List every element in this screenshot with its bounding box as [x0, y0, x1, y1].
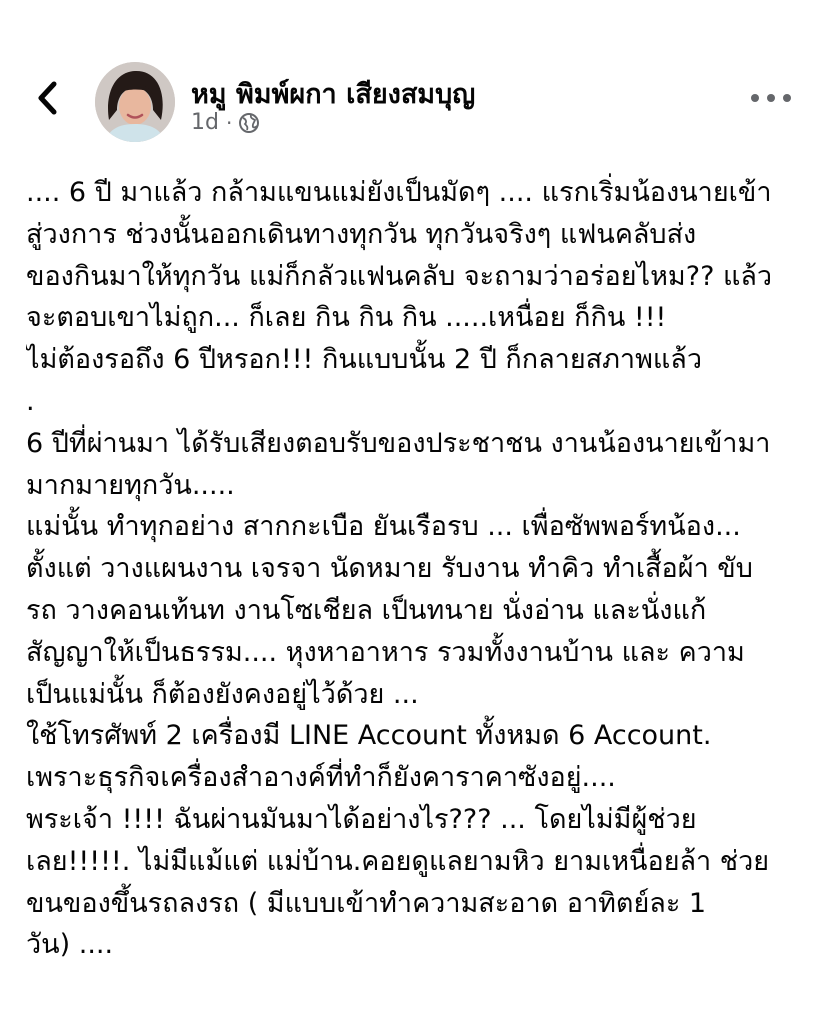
post-text-line: . — [26, 385, 35, 417]
more-options-icon — [751, 94, 759, 102]
post-text-line: ไม่ต้องรอถึง 6 ปีหรอก!!! กินแบบนั้น 2 ปี ก็กลายสภาพแล้ว — [26, 344, 702, 376]
author-name[interactable]: หมู พิมพ์ผกา เสียงสมบุญ — [191, 79, 476, 110]
post-text-line: จะตอบเขาไม่ถูก... ก็เลย กิน กิน กิน .....เหนื่อย ก็กิน !!! — [26, 302, 667, 334]
post-text-line: ขนของขึ้นรถลงรถ ( มีแบบเข้าทำความสะอาด อาทิตย์ละ 1 — [26, 887, 707, 919]
post-text-line: รถ วางคอนเท้นท งานโซเชียล เป็นทนาย นั่งอ่าน และนั่งแก้ — [26, 594, 707, 626]
post-text-line: แม่นั้น ทำทุกอย่าง สากกะเบือ ยันเรือรบ ... เพื่อซัพพอร์ทน้อง... — [26, 511, 741, 543]
post-body — [26, 172, 796, 962]
post-header — [0, 58, 819, 148]
post-timestamp[interactable]: 1d — [191, 110, 219, 135]
post-text-line: เป็นแม่นั้น ก็ต้องยังคงอยู่ไว้ด้วย ... — [26, 678, 419, 710]
post-text-line: .... 6 ปี มาแล้ว กล้ามแขนแม่ยังเป็นมัดๆ .... แรกเริ่มน้องนายเข้า — [26, 177, 772, 208]
globe-icon[interactable] — [238, 112, 260, 134]
post-text-line: สัญญาให้เป็นธรรม.... หุงหาอาหาร รวมทั้งงานบ้าน และ ความ — [26, 636, 745, 668]
meta-separator: · — [225, 110, 233, 135]
post-meta — [191, 110, 260, 135]
chevron-left-icon — [37, 81, 59, 115]
profile-photo — [95, 62, 175, 142]
post-text-line: สู่วงการ ช่วงนั้นออกเดินทางทุกวัน ทุกวันจริงๆ แฟนคลับส่ง — [26, 218, 697, 250]
post-text-line: ตั้งแต่ วางแผนงาน เจรจา นัดหมาย รับงาน ทำคิว ทำเสื้อผ้า ขับ — [26, 553, 753, 585]
post-text-line: 6 ปีที่ผ่านมา ได้รับเสียงตอบรับของประชาชน งานน้องนายเข้ามา — [26, 427, 771, 459]
post-text-line: มากมายทุกวัน..... — [26, 469, 235, 501]
post-text-line: พระเจ้า !!!! ฉันผ่านมันมาได้อย่างไร??? ... โดยไม่มีผู้ช่วย — [26, 803, 697, 835]
post-text-line: วัน) .... — [26, 929, 114, 961]
avatar[interactable] — [95, 62, 175, 142]
back-button[interactable] — [28, 76, 68, 120]
post-text-line: ใช้โทรศัพท์ 2 เครื่องมี LINE Account ทั้งหมด 6 Account. — [26, 720, 712, 752]
post-text-line: เลย!!!!!. ไม่มีแม้แต่ แม่บ้าน.คอยดูแลยามหิว ยามเหนื่อยล้า ช่วย — [26, 845, 770, 877]
more-options-button[interactable] — [751, 86, 791, 110]
post-text-line: ของกินมาให้ทุกวัน แม่ก็กลัวแฟนคลับ จะถามว่าอร่อยไหม?? แล้ว — [26, 260, 773, 292]
post-text-line: เพราะธุรกิจเครื่องสำอางค์ที่ทำก็ยังคาราคาซังอยู่.... — [26, 762, 616, 794]
